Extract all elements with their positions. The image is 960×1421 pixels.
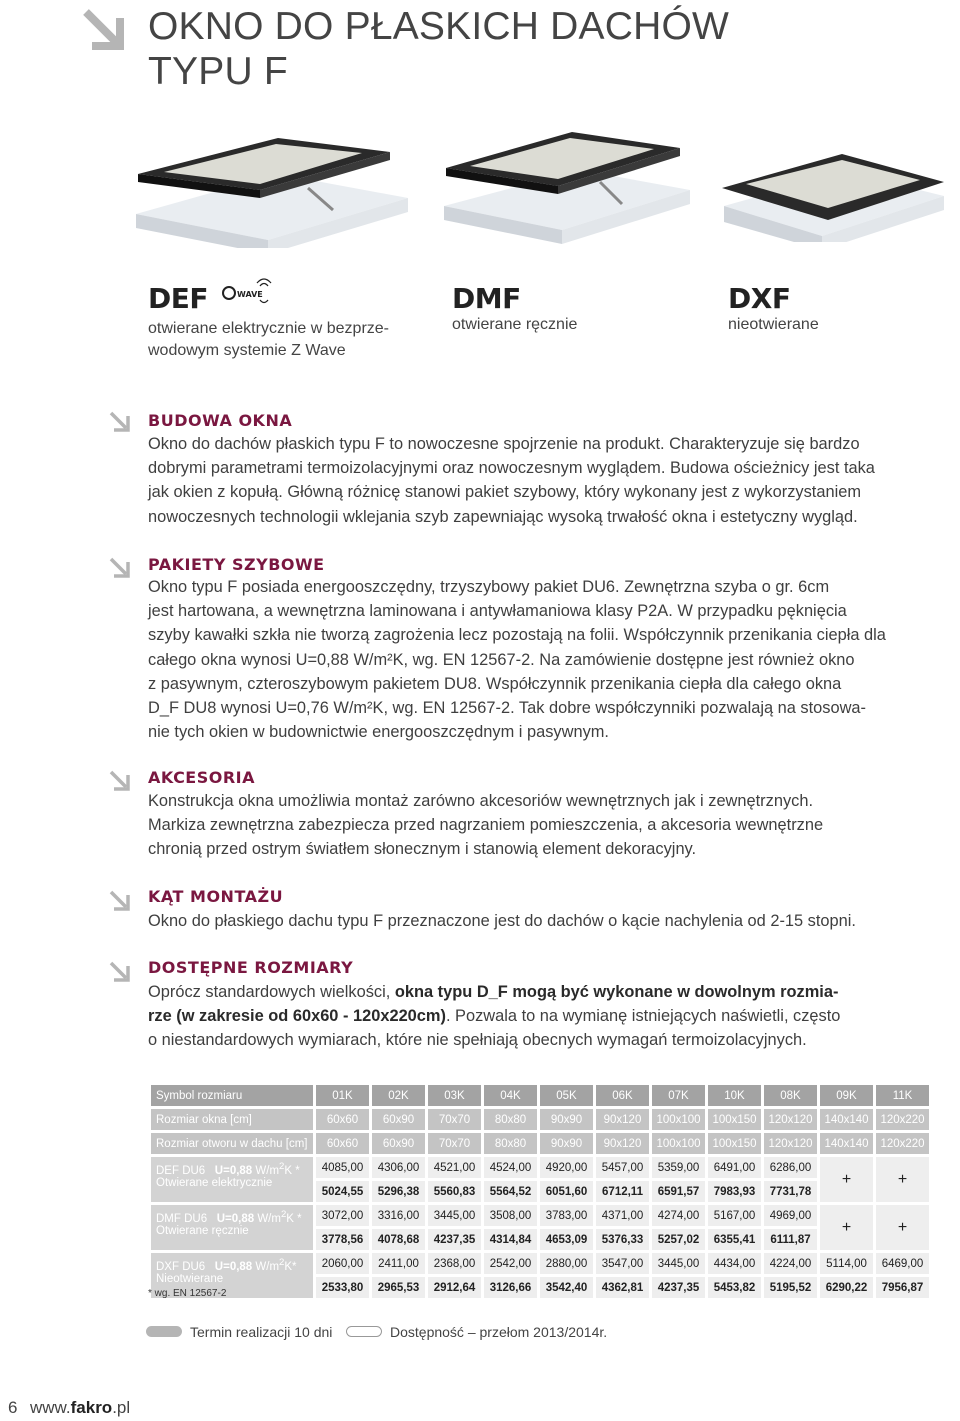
title-line-2: TYPU F [148, 50, 288, 93]
table-cell: 120x120 [764, 1133, 817, 1154]
price-cell: 4920,00 [540, 1157, 593, 1178]
price-cell: 4224,00 [764, 1253, 817, 1274]
size-cell: 04K [484, 1085, 537, 1106]
price-cell: 3783,00 [540, 1205, 593, 1226]
arrow-down-right-icon [108, 890, 134, 912]
price-cell: 6712,11 [596, 1181, 649, 1202]
price-cell: 2912,64 [428, 1277, 481, 1298]
availability-cell: + [876, 1205, 929, 1250]
window-dxf-image [718, 132, 950, 242]
price-cell: 7956,87 [876, 1277, 929, 1298]
table-cell: 120x220 [876, 1109, 929, 1130]
price-cell: 6355,41 [708, 1229, 761, 1250]
price-cell: 5024,55 [316, 1181, 369, 1202]
row-label: Rozmiar otworu w dachu [cm] [151, 1133, 313, 1154]
price-cell: 4524,00 [484, 1157, 537, 1178]
price-cell: 4306,00 [372, 1157, 425, 1178]
availability-cell: + [876, 1157, 929, 1202]
price-cell: 3778,56 [316, 1229, 369, 1250]
section-text-pakiety: Okno typu F posiada energooszczędny, trzyszybowy pakiet DU6. Zewnętrzna szyba o gr. 6cm jest hartowana, a wewnętrzna laminowana i antywłamaniowa klasy P2A. W przypadku pęknięcia szyby kawałki szkła nie tworzą zagrożenia lecz pozostają na folii. Współczynnik przenikania ciepła dla całego okna wynosi U=0,88 W/m²K, wg. EN 12567-2. Na zamówienie dostępne jest również okno z pasywnym, czteroszybowym pakietem DU8. Współczynnik przenikania ciepła dla całego okna D_F DU8 wynosi U=0,76 W/m²K, wg. EN 12567-2. Tak dobre współczynniki pozwalają na stosowa- nie tych okien w budownictwie energooszczędnym i pasywnym. [148, 578, 886, 742]
price-cell: 5167,00 [708, 1205, 761, 1226]
svg-text:WAVE: WAVE [237, 290, 263, 299]
size-cell: 11K [876, 1085, 929, 1106]
window-def-image [128, 128, 418, 248]
size-cell: 10K [708, 1085, 761, 1106]
section-text-budowa: Okno do dachów płaskich typu F to nowoczesne spojrzenie na produkt. Charakteryzuje się bardzo dobrymi parametrami termoizolacyjnymi oraz nowoczesnym wyglądem. Budowa ościeżnicy jest taka jak okien z kopułą. Główną różnicę stanowi pakiet szybowy, który wykonany jest z wykorzystaniem nowoczesnych technologii wklejania szyb zapewniając wysoką trwałość okna i estetyczny wygląd. [148, 435, 875, 526]
size-cell: 06K [596, 1085, 649, 1106]
size-cell: 07K [652, 1085, 705, 1106]
price-cell: 3445,00 [428, 1205, 481, 1226]
price-cell: 6286,00 [764, 1157, 817, 1178]
price-cell: 3126,66 [484, 1277, 537, 1298]
size-cell: 09K [820, 1085, 873, 1106]
price-cell: 5195,52 [764, 1277, 817, 1298]
price-cell: 4078,68 [372, 1229, 425, 1250]
table-row-dxf-net [151, 1253, 929, 1274]
price-cell: 3072,00 [316, 1205, 369, 1226]
price-cell: 2411,00 [372, 1253, 425, 1274]
price-cell: 6491,00 [708, 1157, 761, 1178]
size-cell: 08K [764, 1085, 817, 1106]
price-cell: 2060,00 [316, 1253, 369, 1274]
price-cell: 4237,35 [428, 1229, 481, 1250]
price-cell: 6051,60 [540, 1181, 593, 1202]
table-cell: 120x120 [764, 1109, 817, 1130]
row-label: Rozmiar okna [cm] [151, 1109, 313, 1130]
table-cell: 60x60 [316, 1133, 369, 1154]
price-cell: 5296,38 [372, 1181, 425, 1202]
price-cell: 4274,00 [652, 1205, 705, 1226]
table-row-def-net [151, 1157, 929, 1178]
arrow-down-right-icon [108, 770, 134, 792]
table-cell: 70x70 [428, 1109, 481, 1130]
price-cell: 4371,00 [596, 1205, 649, 1226]
price-cell: 7731,78 [764, 1181, 817, 1202]
table-cell: 100x150 [708, 1109, 761, 1130]
price-cell: 3445,00 [652, 1253, 705, 1274]
table-cell: 80x80 [484, 1109, 537, 1130]
footer-url[interactable]: www.fakro.pl [30, 1398, 131, 1417]
section-heading-pakiety: PAKIETY SZYBOWE [148, 555, 325, 574]
price-cell: 2880,00 [540, 1253, 593, 1274]
table-cell: 100x100 [652, 1133, 705, 1154]
section-heading-kat: KĄT MONTAŻU [148, 887, 284, 906]
product-name-dxf: DXF [728, 282, 791, 315]
table-row-symbol [151, 1085, 929, 1106]
section-heading-rozmiary: DOSTĘPNE ROZMIARY [148, 958, 354, 977]
zwave-logo [220, 278, 276, 304]
section-text-akcesoria: Konstrukcja okna umożliwia montaż zarówno akcesoriów wewnętrznych jak i zewnętrznych. Markiza zewnętrzna zabezpiecza przed nagrzaniem pomieszczenia, a akcesoria wewnętrzne chronią przed ostrym światłem słonecznym i stanowią element dekoracyjny. [148, 792, 824, 859]
product-name-dmf: DMF [452, 282, 521, 315]
price-cell: 2533,80 [316, 1277, 369, 1298]
table-cell: 60x90 [372, 1133, 425, 1154]
table-cell: 100x100 [652, 1109, 705, 1130]
price-cell: 2965,53 [372, 1277, 425, 1298]
table-row-dmf-net [151, 1205, 929, 1226]
window-dmf-image [440, 124, 700, 244]
arrow-down-right-icon [108, 961, 134, 983]
price-cell: 4237,35 [652, 1277, 705, 1298]
table-cell: 90x90 [540, 1109, 593, 1130]
table-cell: 70x70 [428, 1133, 481, 1154]
price-cell: 2368,00 [428, 1253, 481, 1274]
product-desc-dmf: otwierane ręcznie [452, 316, 578, 333]
price-cell: 4085,00 [316, 1157, 369, 1178]
table-cell: 120x220 [876, 1133, 929, 1154]
price-cell: 5114,00 [820, 1253, 873, 1274]
price-cell: 5257,02 [652, 1229, 705, 1250]
group-label-dxf: DXF DU6 U=0,88 $W/m^2K*$ Nieotwierane [151, 1253, 313, 1298]
table-row-window-size [151, 1109, 929, 1130]
arrow-down-right-icon [108, 557, 134, 579]
size-cell: 02K [372, 1085, 425, 1106]
product-name-def: DEF [148, 282, 208, 315]
price-cell: 4362,81 [596, 1277, 649, 1298]
price-cell: 7983,93 [708, 1181, 761, 1202]
availability-cell: + [820, 1205, 873, 1250]
price-cell: 6290,22 [820, 1277, 873, 1298]
price-cell: 5376,33 [596, 1229, 649, 1250]
table-cell: 60x90 [372, 1109, 425, 1130]
price-cell: 2542,00 [484, 1253, 537, 1274]
price-cell: 4434,00 [708, 1253, 761, 1274]
arrow-down-right-icon [108, 411, 134, 433]
section-heading-budowa: BUDOWA OKNA [148, 411, 293, 430]
title-line-1: OKNO DO PŁASKICH DACHÓW [148, 5, 730, 48]
price-cell: 5560,83 [428, 1181, 481, 1202]
table-cell: 90x120 [596, 1133, 649, 1154]
page-title [148, 4, 729, 94]
legend-swatch-white [346, 1326, 382, 1337]
price-cell: 4969,00 [764, 1205, 817, 1226]
size-cell: 03K [428, 1085, 481, 1106]
price-cell: 3547,00 [596, 1253, 649, 1274]
arrow-down-right-icon [78, 6, 134, 54]
table-cell: 100x150 [708, 1133, 761, 1154]
legend-label: Dostępność – przełom 2013/2014r. [390, 1324, 608, 1340]
group-label-def: DEF DU6 U=0,88 $W/m^2K$ * Otwierane elektrycznie [151, 1157, 313, 1202]
availability-cell: + [820, 1157, 873, 1202]
table-cell: 60x60 [316, 1109, 369, 1130]
product-desc-dxf: nieotwierane [728, 316, 819, 333]
price-cell: 3542,40 [540, 1277, 593, 1298]
size-cell: 05K [540, 1085, 593, 1106]
section-text-kat: Okno do płaskiego dachu typu F przeznaczone jest do dachów o kącie nachylenia od 2-15 stopni. [148, 912, 856, 930]
price-cell: 5564,52 [484, 1181, 537, 1202]
table-footnote: * wg. EN 12567-2 [148, 1288, 227, 1299]
price-cell: 6591,57 [652, 1181, 705, 1202]
table-cell: 140x140 [820, 1133, 873, 1154]
product-desc-def: otwierane elektrycznie w bezprze- wodowym systemie Z Wave [148, 320, 389, 359]
legend-swatch-gray [146, 1326, 182, 1337]
table-cell: 90x90 [540, 1133, 593, 1154]
page-number: 6 [8, 1398, 18, 1417]
price-cell: 4314,84 [484, 1229, 537, 1250]
section-heading-akcesoria: AKCESORIA [148, 768, 256, 787]
price-cell: 3316,00 [372, 1205, 425, 1226]
price-cell: 4653,09 [540, 1229, 593, 1250]
group-label-dmf: DMF DU6 U=0,88 $W/m^2K$ * Otwierane ręcznie [151, 1205, 313, 1250]
price-cell: 6111,87 [764, 1229, 817, 1250]
legend-label: Termin realizacji 10 dni [190, 1324, 333, 1340]
price-cell: 3508,00 [484, 1205, 537, 1226]
price-cell: 6469,00 [876, 1253, 929, 1274]
price-cell: 4521,00 [428, 1157, 481, 1178]
table-row-opening-size [151, 1133, 929, 1154]
price-table [148, 1082, 932, 1301]
price-cell: 5453,82 [708, 1277, 761, 1298]
price-cell: 5457,00 [596, 1157, 649, 1178]
size-cell: 01K [316, 1085, 369, 1106]
table-cell: 80x80 [484, 1133, 537, 1154]
table-cell: 140x140 [820, 1109, 873, 1130]
price-cell: 5359,00 [652, 1157, 705, 1178]
row-label: Symbol rozmiaru [151, 1085, 313, 1106]
section-text-rozmiary: Oprócz standardowych wielkości, okna typu D_F mogą być wykonane w dowolnym rozmia- rze (w zakresie od 60x60 - 120x220cm). Pozwala to na wymianę istniejących naświetli, często o niestandardowych wymiarach, które nie spełniają obecnych wymagań termoizolacyjnych. [148, 983, 841, 1050]
table-cell: 90x120 [596, 1109, 649, 1130]
